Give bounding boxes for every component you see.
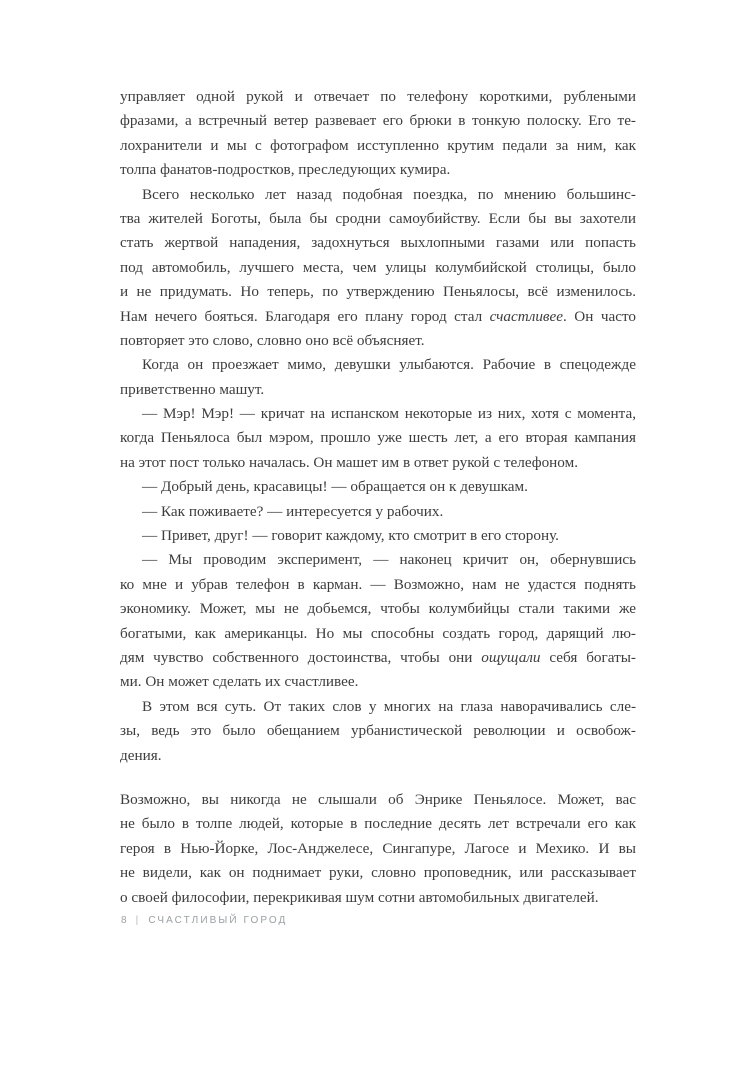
text-line: повторяет это слово, словно оно всё объясняет.: [120, 331, 425, 349]
text-line: Нам нечего бояться. Благодаря его плану город стал счастливее. Он часто: [120, 307, 636, 325]
text-line: богатыми, как американцы. Но мы способны создать город, дарящий лю-: [120, 624, 636, 642]
text-line: зы, ведь это было обещанием урбанистической революции и освобож-: [120, 722, 636, 740]
text-line: под автомобиль, лучшего места, чем улицы колумбийской столицы, было: [120, 258, 636, 276]
text-line: — Как поживаете? — интересуется у рабочих.: [142, 502, 444, 520]
paragraph: [120, 475, 636, 499]
paragraph: [120, 548, 636, 694]
paragraph: [120, 695, 636, 768]
text-line: тва жителей Боготы, была бы сродни самоубийству. Если бы вы захотели: [120, 209, 636, 227]
text-line: Когда он проезжает мимо, девушки улыбаются. Рабочие в спецодежде: [142, 356, 636, 374]
paragraph: [120, 183, 636, 354]
text-line: — Мы проводим эксперимент, — наконец кричит он, обернувшись: [142, 551, 636, 569]
text-line: — Мэр! Мэр! — кричат на испанском некоторые из них, хотя с момента,: [142, 405, 636, 423]
text-line: — Добрый день, красавицы! — обращается он к девушкам.: [142, 478, 528, 496]
text-line: дения.: [120, 746, 162, 764]
text-line: на этот пост только началась. Он машет им в ответ рукой с телефоном.: [120, 453, 579, 471]
text-line: управляет одной рукой и отвечает по телефону короткими, рублеными: [120, 88, 636, 105]
text-line: и не придумать. Но теперь, по утверждению Пеньялосы, всё изменилось.: [120, 283, 636, 301]
paragraph: [120, 353, 636, 402]
text-line: ко мне и убрав телефон в карман. — Возможно, нам не удастся поднять: [120, 575, 636, 593]
text-line: толпа фанатов-подростков, преследующих кумира.: [120, 161, 451, 179]
text-block: [120, 85, 636, 910]
page-number: 8: [121, 915, 129, 926]
page-footer: [121, 915, 287, 926]
text-line: ми. Он может сделать их счастливее.: [120, 673, 359, 691]
text-line: стать жертвой нападения, задохнуться выхлопными газами или попасть: [120, 234, 636, 252]
text-line: фразами, а встречный ветер развевает его брюки в тонкую полоску. Его те-: [120, 112, 636, 130]
footer-separator: |: [135, 915, 141, 926]
text-line: Всего несколько лет назад подобная поездка, по мнению большинс-: [142, 185, 636, 203]
text-line: когда Пеньялоса был мэром, прошло уже шесть лет, а его вторая кампания: [120, 429, 636, 447]
text-line: экономику. Может, мы не добьемся, чтобы колумбийцы стали такими же: [120, 600, 636, 618]
text-line: о своей философии, перекрикивая шум сотни автомобильных двигателей.: [120, 888, 599, 906]
text-line: героя в Нью-Йорке, Лос-Анджелесе, Сингапуре, Лагосе и Мехико. И вы: [120, 839, 636, 857]
text-line: приветственно машут.: [120, 380, 265, 398]
paragraph: [120, 524, 636, 548]
text-line: лохранители и мы с фотографом исступленно крутим педали за ним, как: [120, 136, 636, 154]
paragraph: [120, 402, 636, 475]
book-title: СЧАСТЛИВЫЙ ГОРОД: [148, 915, 288, 926]
paragraph: [120, 85, 636, 183]
paragraph: [120, 788, 636, 910]
text-line: Возможно, вы никогда не слышали об Энрике Пеньялосе. Может, вас: [120, 790, 636, 808]
text-line: не видели, как он поднимает руки, словно проповедник, или рассказывает: [120, 864, 636, 882]
text-line: В этом вся суть. От таких слов у многих на глаза наворачивались сле-: [142, 697, 636, 715]
paragraph: [120, 500, 636, 524]
text-line: — Привет, друг! — говорит каждому, кто смотрит в его сторону.: [142, 527, 559, 545]
text-line: не было в толпе людей, которые в последние десять лет встречали его как: [120, 815, 636, 833]
text-line: дям чувство собственного достоинства, чтобы они ощущали себя богаты-: [120, 648, 636, 666]
